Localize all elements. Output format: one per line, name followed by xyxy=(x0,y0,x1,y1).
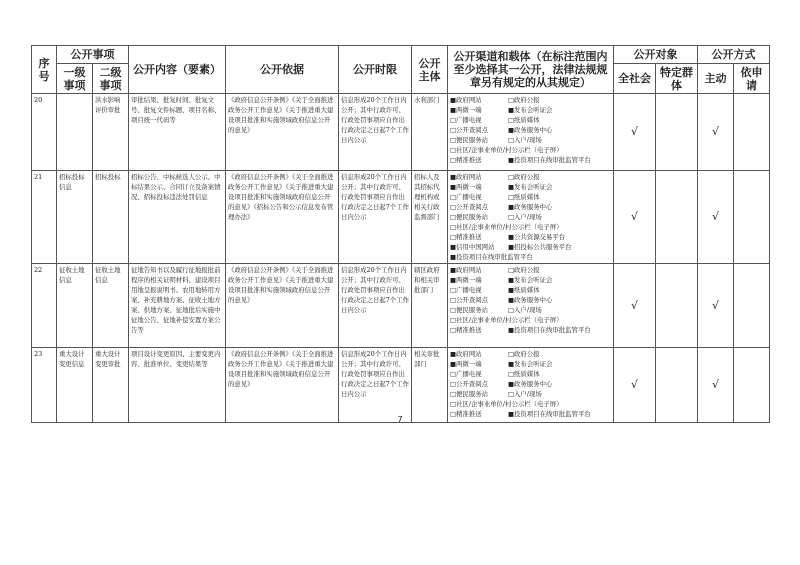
row-all: √ xyxy=(614,171,656,264)
row-channels xyxy=(448,171,614,264)
channel-line xyxy=(450,192,611,202)
header-specific: 特定群体 xyxy=(656,64,698,94)
row-specific xyxy=(656,264,698,348)
row-specific xyxy=(656,171,698,264)
channel-line xyxy=(450,232,611,242)
row-level2: 重大设计变更审批 xyxy=(93,348,129,423)
channel-line xyxy=(450,359,611,369)
table-row xyxy=(32,264,770,348)
row-active: √ xyxy=(698,264,734,348)
channel-item: ■发布会听证会 xyxy=(508,106,553,114)
row-content: 招标公告、中标候选人公示、中标结果公示、合同订立及备案情况、招标投标违法处罚信息 xyxy=(129,171,226,264)
channel-item: □精准推送 xyxy=(450,233,482,241)
header-subject: 公开主体 xyxy=(412,46,448,94)
row-level1: 招标投标信息 xyxy=(57,171,93,264)
channel-item: □纸质媒体 xyxy=(508,116,540,124)
row-request xyxy=(734,348,770,423)
row-number: 22 xyxy=(32,264,57,348)
header-level2: 二级事项 xyxy=(93,64,129,94)
channel-item: □便民服务站 xyxy=(450,306,488,314)
channel-item: ■公共资源交易平台 xyxy=(508,233,566,241)
table-row xyxy=(32,171,770,264)
channel-item: □政府公报 xyxy=(508,96,540,104)
channel-item: ■政务服务中心 xyxy=(508,380,553,388)
row-level1: 重大设计变更信息 xyxy=(57,348,93,423)
row-all: √ xyxy=(614,94,656,171)
channel-line xyxy=(450,172,611,182)
channel-item: ■发布会听证会 xyxy=(508,276,553,284)
row-all: √ xyxy=(614,264,656,348)
channel-item: □广播电视 xyxy=(450,370,482,378)
header-active: 主动 xyxy=(698,64,734,94)
row-basis: 《政府信息公开条例》《关于全面推进政务公开工作意见》《关于推进重大建设项目批准和实施领域政府信息公开的意见》 xyxy=(226,94,339,171)
channel-line xyxy=(450,369,611,379)
row-active: √ xyxy=(698,348,734,423)
row-level2: 征收土地信息 xyxy=(93,264,129,348)
channel-item: □精准推送 xyxy=(450,156,482,164)
disclosure-table xyxy=(31,45,770,423)
channel-line xyxy=(450,295,611,305)
channel-line xyxy=(450,305,611,315)
channel-item: ■两微一端 xyxy=(450,360,482,368)
page-number: 7 xyxy=(397,415,403,424)
channel-line xyxy=(450,325,611,335)
channel-line xyxy=(450,155,611,165)
row-subject: 水利部门 xyxy=(412,94,448,171)
header-all: 全社会 xyxy=(614,64,656,94)
channel-line xyxy=(450,145,611,155)
header-content: 公开内容（要素） xyxy=(129,46,226,94)
channel-item: □广播电视 xyxy=(450,193,482,201)
header-channel: 公开渠道和载体（在标注范围内至少选择其一公开，法律法规规章另有规定的从其规定） xyxy=(448,46,614,94)
row-number: 21 xyxy=(32,171,57,264)
row-level2: 洪水影响评价审批 xyxy=(93,94,129,171)
channel-line xyxy=(450,275,611,285)
channel-line xyxy=(450,379,611,389)
channel-item: □入户/现场 xyxy=(508,306,542,314)
row-content: 审批结果、批复时间、批复文号、批复文件标题、项目名称、项目统一代码等 xyxy=(129,94,226,171)
channel-item: □公开查阅点 xyxy=(450,296,488,304)
channel-item: ■两微一端 xyxy=(450,276,482,284)
row-specific xyxy=(656,348,698,423)
row-request xyxy=(734,94,770,171)
channel-item: □入户/现场 xyxy=(508,213,542,221)
channel-item: ■政务服务中心 xyxy=(508,296,553,304)
row-basis: 《政府信息公开条例》《关于全面推进政务公开工作意见》《关于推进重大建设项目批准和实施领域政府信息公开的意见》 xyxy=(226,264,339,348)
channel-item: ■投资项目在线审批监管平台 xyxy=(508,326,591,334)
row-channels xyxy=(448,94,614,171)
channel-line xyxy=(450,315,611,325)
channel-line xyxy=(450,222,611,232)
channel-item: □公开查阅点 xyxy=(450,126,488,134)
row-time-limit: 信息形成20个工作日内公开；其中行政许可、行政处罚事项应自作出行政决定之日起7个工作日内公示 xyxy=(339,264,412,348)
channel-line xyxy=(450,115,611,125)
row-subject: 辖区政府和相关审批部门 xyxy=(412,264,448,348)
row-time-limit: 信息形成20个工作日内公开；其中行政许可、行政处罚事项应自作出行政决定之日起7个工作日内公示 xyxy=(339,348,412,423)
row-basis: 《政府信息公开条例》《关于全面推进政务公开工作意见》《关于推进重大建设项目批准和实施领域政府信息公开的意见》 xyxy=(226,348,339,423)
channel-line xyxy=(450,242,611,252)
channel-line xyxy=(450,265,611,275)
header-request: 依申请 xyxy=(734,64,770,94)
channel-line xyxy=(450,349,611,359)
channel-item: □便民服务站 xyxy=(450,136,488,144)
channel-item: □入户/现场 xyxy=(508,136,542,144)
channel-line xyxy=(450,202,611,212)
channel-line xyxy=(450,389,611,399)
row-subject: 相关审批部门 xyxy=(412,348,448,423)
header-seq: 序号 xyxy=(32,46,57,94)
channel-item: ■发布会听证会 xyxy=(508,183,553,191)
channel-item: □精准推送 xyxy=(450,410,482,418)
table-row xyxy=(32,94,770,171)
channel-item: □社区/企事业单位/村公示栏（电子屏） xyxy=(450,400,563,408)
channel-line xyxy=(450,135,611,145)
channel-line xyxy=(450,252,611,262)
channel-item: □政府公报 xyxy=(508,350,540,358)
channel-line xyxy=(450,95,611,105)
channel-item: □政府公报 xyxy=(508,173,540,181)
row-subject: 招标人及其招标代理机构或相关行政监督部门 xyxy=(412,171,448,264)
row-request xyxy=(734,264,770,348)
channel-item: ■投资项目在线审批监管平台 xyxy=(508,410,591,418)
channel-item: □社区/企事业单位/村公示栏（电子屏） xyxy=(450,223,563,231)
channel-line xyxy=(450,182,611,192)
channel-line xyxy=(450,105,611,115)
row-request xyxy=(734,171,770,264)
channel-item: □社区/企事业单位/村公示栏（电子屏） xyxy=(450,146,563,154)
channel-item: □纸质媒体 xyxy=(508,193,540,201)
row-number: 20 xyxy=(32,94,57,171)
row-number: 23 xyxy=(32,348,57,423)
channel-item: □政府公报 xyxy=(508,266,540,274)
row-all: √ xyxy=(614,348,656,423)
header-time-limit: 公开时限 xyxy=(339,46,412,94)
row-active: √ xyxy=(698,94,734,171)
channel-item: ■政务服务中心 xyxy=(508,203,553,211)
channel-item: ■招投标公共服务平台 xyxy=(508,243,572,251)
channel-item: ■政府网站 xyxy=(450,96,482,104)
row-level1: 征收土地信息 xyxy=(57,264,93,348)
channel-item: ■两微一端 xyxy=(450,183,482,191)
channel-line xyxy=(450,212,611,222)
channel-item: □便民服务站 xyxy=(450,390,488,398)
channel-item: ■政府网站 xyxy=(450,173,482,181)
row-basis: 《政府信息公开条例》《关于全面推进政务公开工作意见》《关于推进重大建设项目批准和实施领域政府信息公开的意见》《招标公告和公示信息发布管理办法》 xyxy=(226,171,339,264)
channel-item: ■发布会听证会 xyxy=(508,360,553,368)
header-target: 公开对象 xyxy=(614,46,698,64)
row-content: 项目设计变更原因、主要变更内容、批准单位、变更结果等 xyxy=(129,348,226,423)
channel-item: □便民服务站 xyxy=(450,213,488,221)
channel-item: ■投资项目在线审批监管平台 xyxy=(450,253,533,261)
channel-item: □公开查阅点 xyxy=(450,380,488,388)
row-channels xyxy=(448,264,614,348)
channel-line xyxy=(450,125,611,135)
row-level1 xyxy=(57,94,93,171)
channel-item: ■政府网站 xyxy=(450,266,482,274)
channel-item: ■投资项目在线审批监管平台 xyxy=(508,156,591,164)
row-active: √ xyxy=(698,171,734,264)
row-channels xyxy=(448,348,614,423)
channel-item: □广播电视 xyxy=(450,286,482,294)
row-time-limit: 信息形成20个工作日内公开；其中行政许可、行政处罚事项应自作出行政决定之日起7个工作日内公示 xyxy=(339,94,412,171)
channel-item: □入户/现场 xyxy=(508,390,542,398)
channel-item: ■两微一端 xyxy=(450,106,482,114)
row-level2: 招标投标 xyxy=(93,171,129,264)
channel-item: ■信用中国网站 xyxy=(450,243,495,251)
row-content: 征地告知书以及履行征地报批前程序的相关证明材料、建设项目用地呈报说明书、农用地转用方案、补充耕地方案、征收土地方案、供地方案、征地批后实施中征地公告、征地补偿安置方案公告等 xyxy=(129,264,226,348)
header-level1: 一级事项 xyxy=(57,64,93,94)
table-row xyxy=(32,348,770,423)
channel-line xyxy=(450,399,611,409)
channel-line xyxy=(450,285,611,295)
channel-item: ■政务服务中心 xyxy=(508,126,553,134)
channel-item: ■纸质媒体 xyxy=(508,286,540,294)
channel-item: □社区/企事业单位/村公示栏（电子屏） xyxy=(450,316,563,324)
channel-item: □公开查阅点 xyxy=(450,203,488,211)
channel-item: □纸质媒体 xyxy=(508,370,540,378)
row-time-limit: 信息形成20个工作日内公开；其中行政许可、行政处罚事项应自作出行政决定之日起7个工作日内公示 xyxy=(339,171,412,264)
row-specific xyxy=(656,94,698,171)
header-basis: 公开依据 xyxy=(226,46,339,94)
channel-item: □广播电视 xyxy=(450,116,482,124)
header-item: 公开事项 xyxy=(57,46,129,64)
channel-item: □精准推送 xyxy=(450,326,482,334)
header-method: 公开方式 xyxy=(698,46,770,64)
channel-item: ■政府网站 xyxy=(450,350,482,358)
